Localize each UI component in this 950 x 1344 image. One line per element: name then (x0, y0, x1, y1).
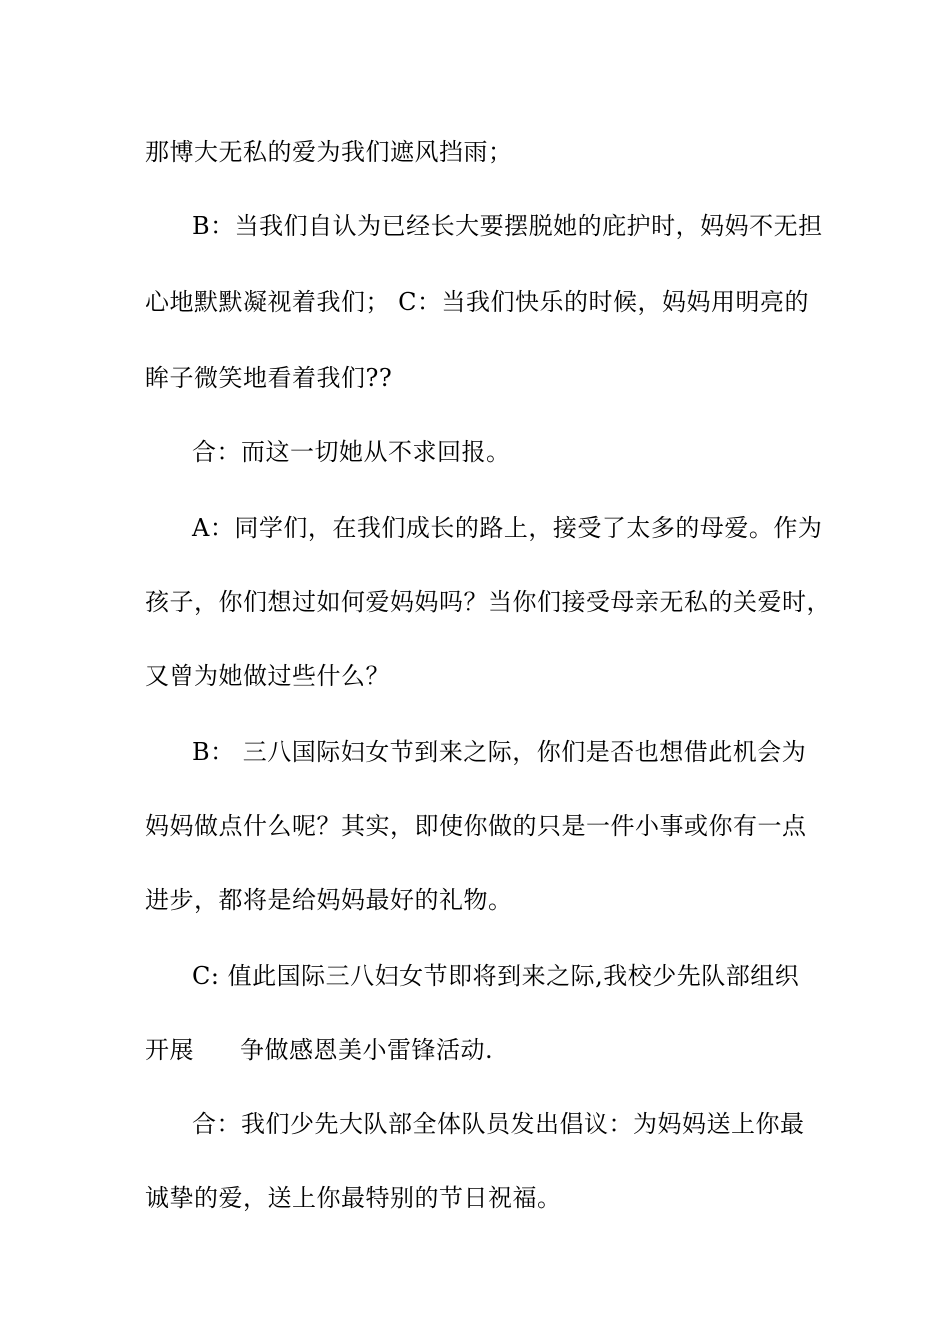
text-line: 心地默默凝视着我们； C：当我们快乐的时候，妈妈用明亮的 (145, 288, 809, 316)
text-line: 眸子微笑地看着我们?? (145, 364, 393, 392)
text-line: B： 三八国际妇女节到来之际，你们是否也想借此机会为 (192, 738, 807, 766)
text-segment: 开展 (145, 1036, 194, 1064)
text-line: B：当我们自认为已经长大要摆脱她的庇护时，妈妈不无担 (192, 212, 823, 240)
text-line: 妈妈做点什么呢？其实，即使你做的只是一件小事或你有一点 (145, 812, 807, 840)
text-line: A：同学们，在我们成长的路上，接受了太多的母爱。作为 (192, 514, 823, 542)
text-line: 进步，都将是给妈妈最好的礼物。 (145, 886, 513, 914)
text-line: C: 值此国际三八妇女节即将到来之际,我校少先队部组织 (192, 962, 800, 990)
text-segment: 争做感恩美小雷锋活动. (240, 1036, 494, 1064)
text-line: 那博大无私的爱为我们遮风挡雨； (145, 138, 513, 166)
text-line: 合：而这一切她从不求回报。 (192, 438, 511, 466)
text-line: 又曾为她做过些什么？ (145, 662, 390, 690)
text-line: 合：我们少先大队部全体队员发出倡议：为妈妈送上你最 (192, 1110, 805, 1138)
text-line: 诚挚的爱，送上你最特别的节日祝福。 (145, 1184, 562, 1212)
text-line-split (145, 1034, 825, 1066)
text-line: 孩子，你们想过如何爱妈妈吗？当你们接受母亲无私的关爱时， (145, 588, 831, 616)
